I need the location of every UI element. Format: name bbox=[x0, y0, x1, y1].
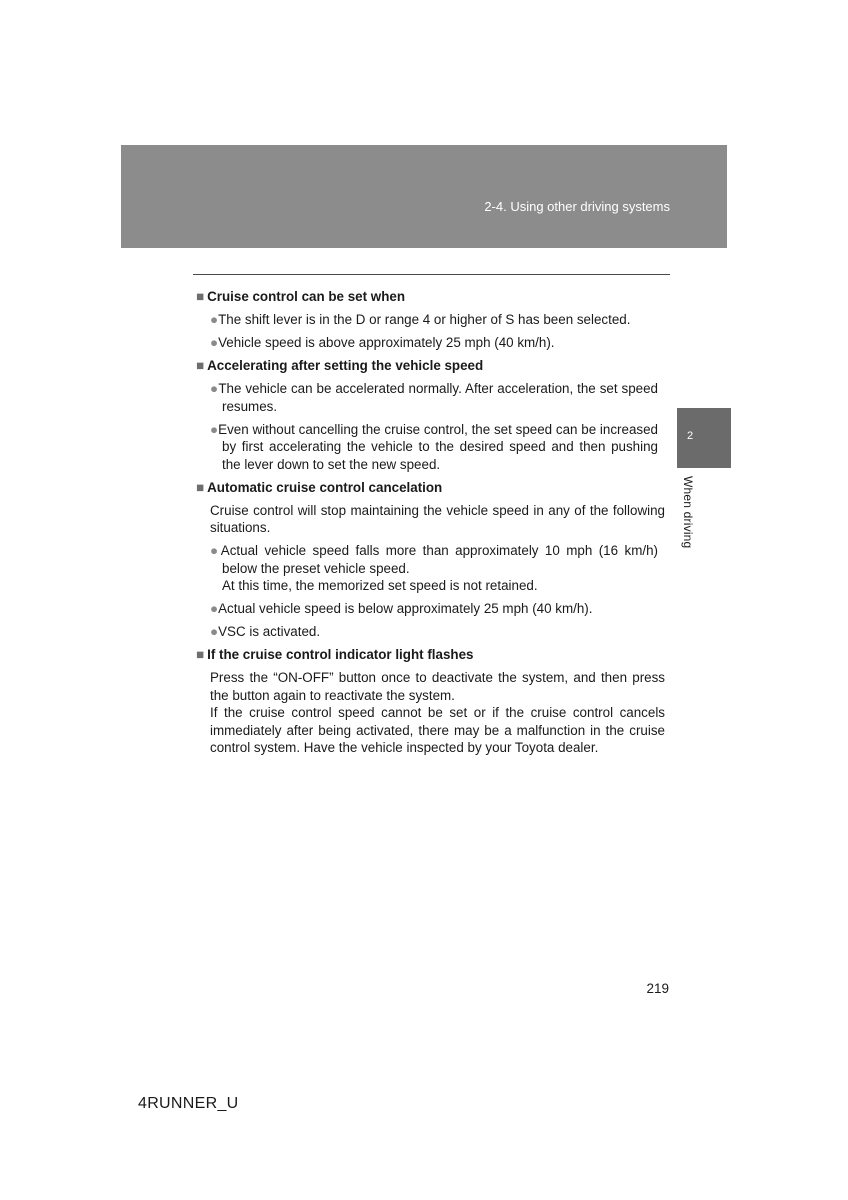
bullet-note: At this time, the memorized set speed is not retained. bbox=[222, 578, 538, 593]
list-item: ●Even without cancelling the cruise control, the set speed can be increased by first accelerating the vehicle to the desired speed and then pushing the lever down to set the new speed. bbox=[210, 421, 658, 472]
square-bullet-icon: ■ bbox=[196, 647, 205, 662]
footer-code: 4RUNNER_U bbox=[138, 1095, 239, 1112]
round-bullet-icon: ● bbox=[210, 381, 219, 396]
section-heading: ■ Cruise control can be set when bbox=[196, 289, 406, 304]
section-cruise-set bbox=[196, 288, 665, 352]
square-bullet-icon: ■ bbox=[196, 479, 205, 495]
list-item: ●Actual vehicle speed falls more than approximately 10 mph (16 km/h) below the preset vehicle speed. At this time, the memorized set speed is not retained. bbox=[210, 543, 658, 593]
round-bullet-icon: ● bbox=[210, 543, 221, 558]
round-bullet-icon: ● bbox=[210, 335, 219, 350]
chapter-header-band bbox=[121, 145, 727, 248]
section-indicator-flashes bbox=[196, 646, 665, 757]
chapter-number: 2 bbox=[687, 430, 694, 442]
chapter-label: When driving bbox=[681, 476, 695, 549]
section-auto-cancel bbox=[196, 479, 665, 641]
page-content bbox=[196, 288, 665, 762]
round-bullet-icon: ● bbox=[210, 312, 219, 327]
page-number: 219 bbox=[646, 981, 669, 996]
section-heading: ■ Automatic cruise control cancelation bbox=[196, 479, 443, 495]
header-rule bbox=[193, 274, 670, 275]
list-item: ●The vehicle can be accelerated normally. After acceleration, the set speed resumes. bbox=[210, 381, 658, 414]
list-item: ●VSC is activated. bbox=[210, 624, 321, 639]
section-heading: ■ Accelerating after setting the vehicle speed bbox=[196, 358, 484, 373]
section-accelerating bbox=[196, 357, 665, 473]
list-item: ●Actual vehicle speed is below approximately 25 mph (40 km/h). bbox=[210, 601, 593, 616]
section-intro: Cruise control will stop maintaining the vehicle speed in any of the following situations. bbox=[210, 502, 665, 535]
round-bullet-icon: ● bbox=[210, 601, 219, 616]
paragraph: Press the “ON-OFF” button once to deactivate the system, and then press the button again to reactivate the system. bbox=[210, 670, 665, 703]
square-bullet-icon: ■ bbox=[196, 289, 205, 304]
round-bullet-icon: ● bbox=[210, 624, 219, 639]
round-bullet-icon: ● bbox=[210, 421, 219, 437]
section-heading: ■ If the cruise control indicator light flashes bbox=[196, 647, 474, 662]
list-item: ●The shift lever is in the D or range 4 or higher of S has been selected. bbox=[210, 312, 631, 327]
section-title: 2-4. Using other driving systems bbox=[484, 199, 670, 214]
square-bullet-icon: ■ bbox=[196, 358, 205, 373]
paragraph: If the cruise control speed cannot be set or if the cruise control cancels immediately after being activated, there may be a malfunction in the cruise control system. Have the vehicle inspected by your Toyota dealer. bbox=[210, 705, 665, 755]
chapter-tab bbox=[677, 408, 731, 468]
list-item: ●Vehicle speed is above approximately 25 mph (40 km/h). bbox=[210, 335, 555, 350]
